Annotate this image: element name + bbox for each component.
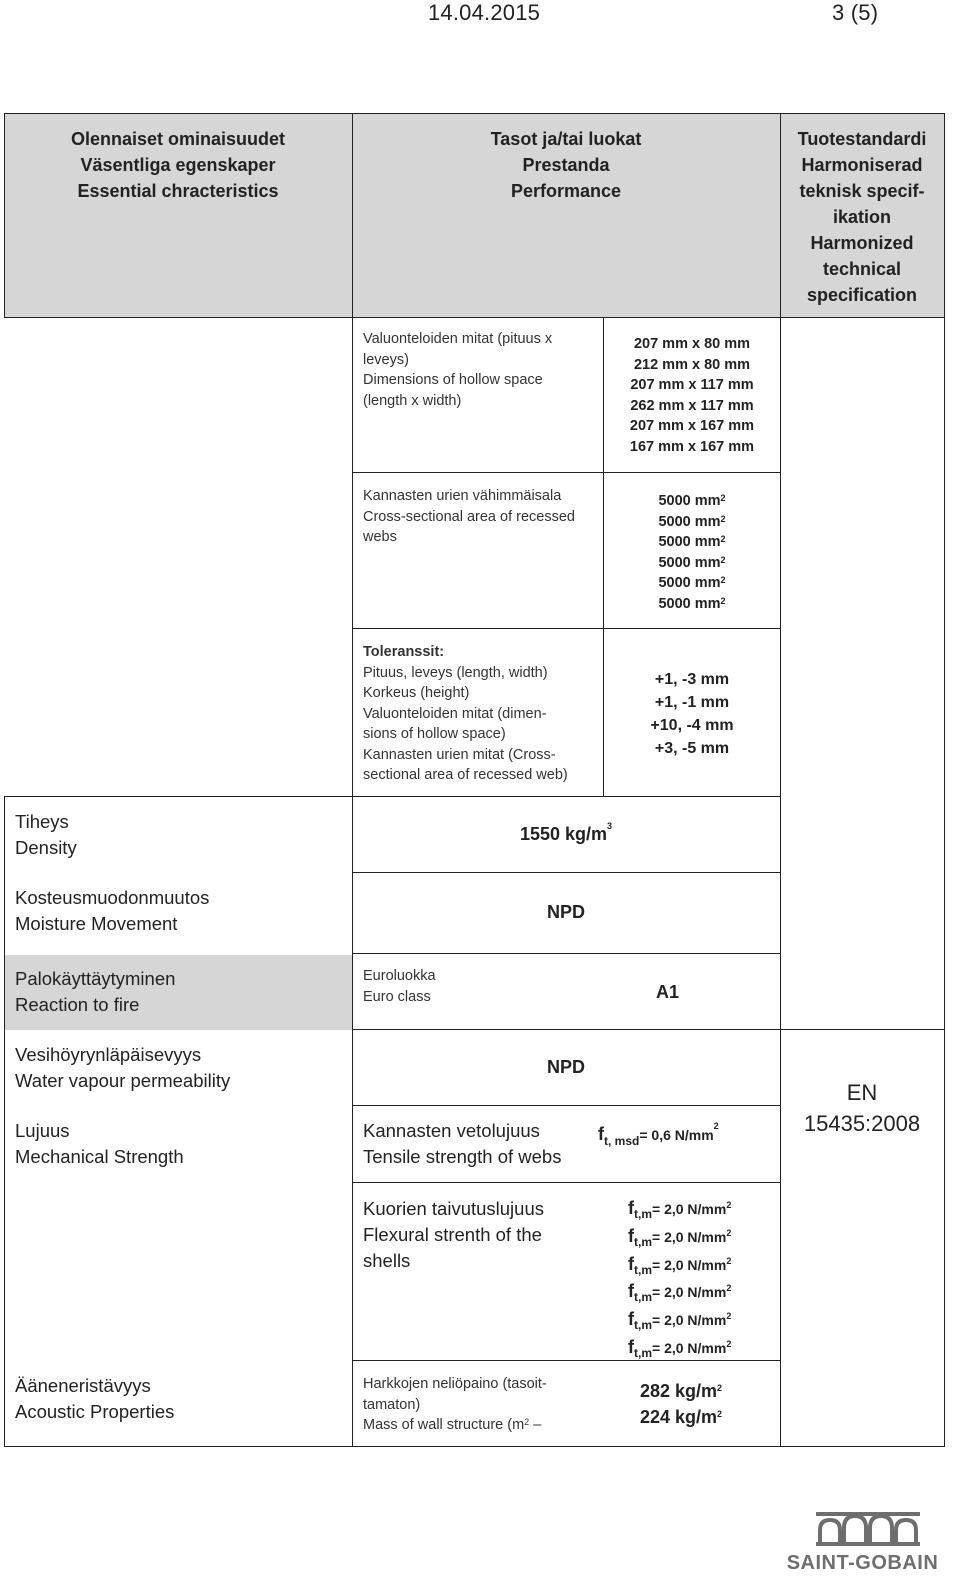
saint-gobain-arches-icon <box>780 1508 945 1548</box>
col1-header: Olennaiset ominaisuudet Väsentliga egenskaper Essential chracteristics <box>70 129 286 201</box>
acoustic-values: 282 $kg/m^2$ 224 $kg/m^2$ <box>640 1381 723 1427</box>
moisture-value: NPD <box>546 902 585 922</box>
fire-sublabel: Euroluokka Euro class <box>363 968 436 1005</box>
row-line-fire <box>352 1029 945 1030</box>
row-line-tol <box>4 796 781 797</box>
table-border-left-lower <box>4 796 5 1447</box>
dims-values: 207 mm x 80 mm 212 mm x 80 mm 207 mm x 117 mm 262 mm x 117 mm 207 mm x 167 mm 167 mm x 167 mm <box>629 336 755 455</box>
flex-values: $f_{t,m}= 2,0$ $N/mm^2$ $f_{t,m}= 2,0$ $N/mm^2$ $f_{t,m}= 2,0$ $N/mm^2$ $f_{t,m}= 2,0$ $N/mm^2$ $f_{t,m}= 2,0$ $N/mm^2$ $f_{t,m}= 2,0$ $N/mm^2$ <box>628 1198 732 1360</box>
saint-gobain-logo <box>780 1508 945 1580</box>
acoustic-label: Ääneneristävyys Acoustic Properties <box>15 1375 175 1422</box>
webs-values: 5000 $mm^2$ 5000 $mm^2$ 5000 $mm^2$ 5000 $mm^2$ 5000 $mm^2$ 5000 $mm^2$ <box>658 493 726 612</box>
tensile-label: Kannasten vetolujuus Tensile strength of webs <box>363 1120 562 1167</box>
saint-gobain-wordmark: SAINT-GOBAIN <box>786 1552 939 1574</box>
table-border-top <box>4 113 945 114</box>
col1-divider <box>352 113 353 1447</box>
dims-label: Valuonteloiden mitat (pituus x leveys) Dimensions of hollow space (length x width) <box>363 331 553 409</box>
page-date: 14.04.2015 <box>428 0 541 25</box>
col2-header: Tasot ja/tai luokat Prestanda Performance <box>490 129 642 201</box>
density-value: 1550 $kg/m^3$ <box>519 821 613 844</box>
acoustic-sublabel: Harkkojen neliöpaino (tasoit- tamaton) Mass of wall structure ($m^2$ – <box>363 1376 547 1433</box>
table-border-left <box>4 113 5 318</box>
moisture-label: Kosteusmuodonmuutos Moisture Movement <box>15 887 210 934</box>
strength-label: Lujuus Mechanical Strength <box>15 1120 184 1167</box>
col2-divider-upper <box>780 113 781 1447</box>
fire-value: A1 <box>656 982 680 1002</box>
density-label: Tiheys Density <box>15 811 77 858</box>
webs-label: Kannasten urien vähimmäisala Cross-sectional area of recessed webs <box>363 488 575 545</box>
row-line-dims <box>352 472 781 473</box>
standard-reference: EN 15435:2008 <box>803 1080 921 1136</box>
col3-header: Tuotestandardi Harmoniserad teknisk specif- ikation Harmonized technical specification <box>797 129 927 305</box>
table-border-right <box>944 113 945 1447</box>
flex-label: Kuorien taivutuslujuus Flexural strenth of the shells <box>363 1198 544 1271</box>
row-line-strength <box>352 1182 781 1183</box>
row-line-vapour <box>352 1105 781 1106</box>
tolerances-label: Toleranssit: Pituus, leveys (length, width) Korkeus (height) Valuonteloiden mitat (dimen- sions of hollow space) Kannasten urien mitat (Cross- sectional area of recessed web) <box>363 644 568 783</box>
tensile-value: $f_{t, msd}= 0,6$ $N/mm^2$ <box>598 1121 719 1148</box>
vapour-label: Vesihöyrynläpäisevyys Water vapour permeability <box>15 1044 231 1091</box>
row-line-moisture <box>352 953 781 954</box>
row-line-webs <box>352 628 781 629</box>
fire-label: Palokäyttäytyminen Reaction to fire <box>15 968 176 1015</box>
table-border-bottom <box>4 1446 945 1447</box>
page-number: 3 (5) <box>832 0 879 25</box>
vapour-value: NPD <box>546 1057 585 1077</box>
tolerances-values: +1, -3 mm +1, -1 mm +10, -4 mm +3, -5 mm <box>650 671 734 757</box>
header-divider <box>4 317 945 318</box>
row-line-density <box>352 872 781 873</box>
